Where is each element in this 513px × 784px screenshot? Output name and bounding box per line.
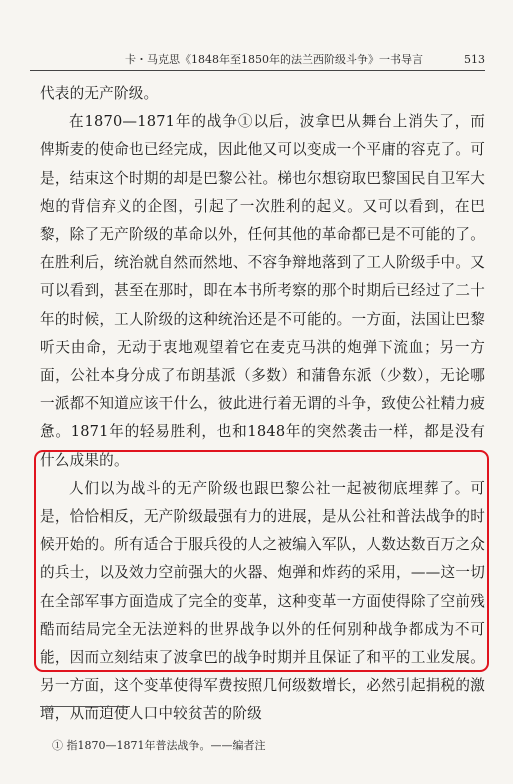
running-head: 卡・马克思《1848年至1850年的法兰西阶级斗争》一书导言	[125, 53, 423, 66]
paragraph-highlighted: 人们以为战斗的无产阶级也跟巴黎公社一起被彻底埋葬了。可是，恰恰相反，无产阶级最强有力的进展，是从公社和普法战争的时候开始的。所有适合于服兵役的人之被编入军队，人数达数百万之众的兵士，以及效力空前强大的火器、炮弹和炸药的采用，——这一切在全部军事方面造成了完全的变革，这种变革一方面使得除了空前残酷而结局完全无法逆料的世界战争以外的任何别种战争都成为不可能，因而立刻结束了波拿巴的战争时期并且保证了和平的工业发展。另一方面，这个变革使得军费按照几何级数增长，必然引起捐税的激增，从而迫使人口中较贫苦的阶级	[40, 479, 485, 723]
footnote: ① 指1870—1871年普法战争。——编者注	[52, 739, 266, 752]
footnote-rule	[40, 706, 130, 707]
body-text	[40, 80, 485, 729]
page-header	[30, 50, 485, 71]
page-number: 513	[464, 53, 485, 66]
paragraph-continued: 代表的无产阶级。	[40, 85, 159, 102]
paragraph-commune: 在1870—1871年的战争①以后，波拿巴从舞台上消失了，而俾斯麦的使命也已经完成，因此他又可以变成一个平庸的容克了。可是，结束这个时期的却是巴黎公社。梯也尔想窃取巴黎国民自卫军大炮的背信弃义的企图，引起了一次胜利的起义。又可以看到，在巴黎，除了无产阶级的革命以外，任何其他的革命都已是不可能的了。在胜利后，统治就自然而然地、不容争辩地落到了工人阶级手中。又可以看到，甚至在那时，即在本书所考察的那个时期后已经过了二十年的时候，工人阶级的这种统治还是不可能的。一方面，法国让巴黎听天由命，无动于衷地观望着它在麦克马洪的炮弹下流血；另一方面，公社本身分成了布朗基派（多数）和蒲鲁东派（少数），无论哪一派都不知道应该干什么，彼此进行着无谓的斗争，致使公社精力疲惫。1871年的轻易胜利，也和1848年的突然袭击一样，都是没有什么成果的。	[40, 113, 485, 469]
